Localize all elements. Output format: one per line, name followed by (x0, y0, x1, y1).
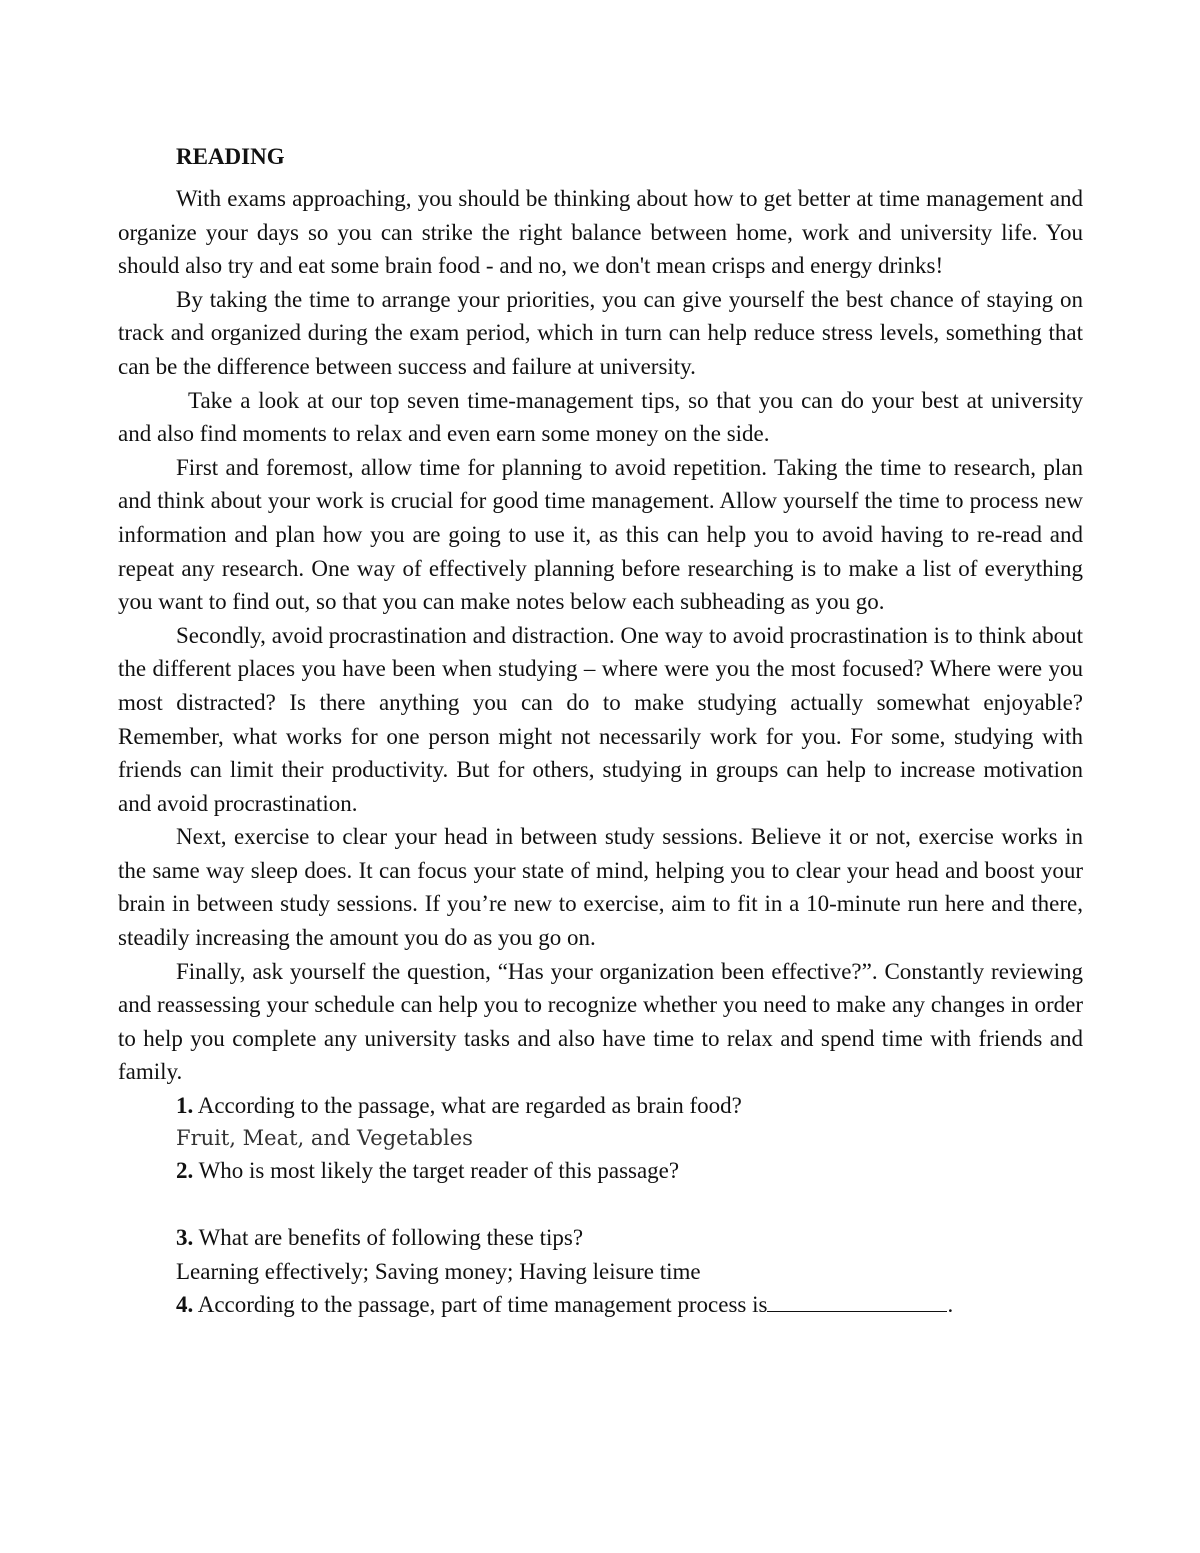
paragraph-tips-intro: Take a look at our top seven time-management tips, so that you can do your best at university and also find moments to relax and even earn some money on the side. (118, 387, 1083, 447)
question-2-number: 2. (176, 1157, 194, 1183)
document-page (118, 140, 1083, 1322)
reading-heading: READING (176, 144, 285, 169)
question-4-text: According to the passage, part of time management process is (193, 1292, 768, 1318)
question-4-number: 4. (176, 1292, 194, 1318)
question-1-text: According to the passage, what are regarded as brain food? (193, 1093, 742, 1119)
answer-3: Learning effectively; Saving money; Having leisure time (176, 1258, 701, 1284)
question-2-text: Who is most likely the target reader of this passage? (193, 1157, 680, 1183)
paragraph-intro: With exams approaching, you should be thinking about how to get better at time management and organize your days so you can strike the right balance between home, work and university life. You should also try and eat some brain food - and no, we don't mean crisps and energy drinks! (118, 186, 1083, 279)
question-4 (118, 1288, 1083, 1322)
paragraph-planning: First and foremost, allow time for planning to avoid repetition. Taking the time to research, plan and think about your work is crucial for good time management. Allow yourself the time to process new information and plan how you are going to use it, as this can help you to avoid having to re-read and repeat any research. One way of effectively planning before researching is to make a list of everything you want to find out, so that you can make notes below each subheading as you go. (118, 454, 1083, 615)
paragraph-procrastination: Secondly, avoid procrastination and distraction. One way to avoid procrastination is to think about the different places you have been when studying – where were you the most focused? Where were you most distracted? Is there anything you can do to make studying actually somewhat enjoyable? Remember, what works for one person might not necessarily work for you. For some, studying with friends can limit their productivity. But for others, studying in groups can help to increase motivation and avoid procrastination. (118, 622, 1083, 816)
paragraph-exercise: Next, exercise to clear your head in between study sessions. Believe it or not, exercise works in the same way sleep does. It can focus your state of mind, helping you to clear your head and boost your brain in between study sessions. If you’re new to exercise, aim to fit in a 10-minute run here and there, steadily increasing the amount you do as you go on. (118, 824, 1083, 951)
answer-2-empty (118, 1187, 1083, 1221)
question-3-number: 3. (176, 1225, 194, 1251)
question-2 (118, 1154, 1083, 1188)
answer-blank-line[interactable] (767, 1291, 947, 1312)
paragraph-review: Finally, ask yourself the question, “Has your organization been effective?”. Constantly reviewing and reassessing your schedule can help you to recognize whether you need to make any changes in order to help you complete any university tasks and also have time to relax and spend time with friends and family. (118, 958, 1083, 1085)
paragraph-priorities: By taking the time to arrange your priorities, you can give yourself the best chance of staying on track and organized during the exam period, which in turn can help reduce stress levels, something that can be the difference between success and failure at university. (118, 286, 1083, 379)
question-1-number: 1. (176, 1093, 194, 1119)
question-4-suffix: . (947, 1292, 954, 1318)
question-1 (118, 1089, 1083, 1123)
question-3-text: What are benefits of following these tips? (193, 1225, 584, 1251)
question-3 (118, 1221, 1083, 1255)
answer-1: Fruit, Meat, and Vegetables (176, 1125, 473, 1150)
